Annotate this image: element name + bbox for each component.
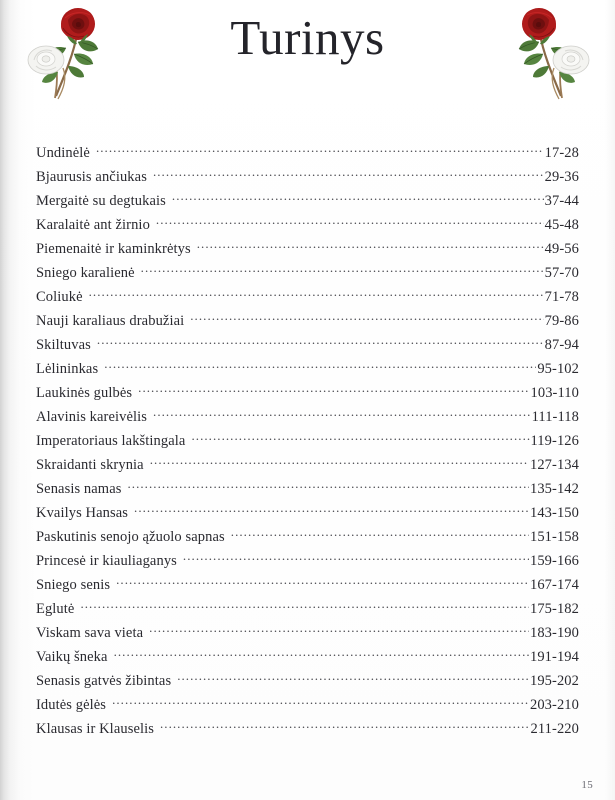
toc-entry[interactable]	[36, 239, 579, 263]
toc-entry[interactable]	[36, 647, 579, 671]
toc-entry-title: Nauji karaliaus drabužiai	[36, 313, 185, 329]
toc-entry[interactable]	[36, 431, 579, 455]
toc-entry-title: Imperatoriaus lakštingala	[36, 433, 186, 449]
toc-entry-title: Sniego senis	[36, 577, 111, 593]
toc-entry-title: Lėlininkas	[36, 361, 99, 377]
toc-entry-title: Alavinis kareivėlis	[36, 409, 148, 425]
toc-entry[interactable]	[36, 623, 579, 647]
toc-leader-dots	[149, 623, 529, 637]
toc-entry-title: Mergaitė su degtukais	[36, 193, 166, 209]
toc-entry-pages: 167-174	[529, 577, 579, 593]
page-header	[0, 0, 615, 122]
toc-entry-title: Karalaitė ant žirnio	[36, 217, 150, 233]
toc-leader-dots	[172, 191, 544, 205]
toc-entry-pages: 159-166	[529, 553, 579, 569]
toc-entry-title: Princesė ir kiauliaganys	[36, 553, 177, 569]
toc-leader-dots	[97, 335, 544, 349]
toc-entry-title: Sniego karalienė	[36, 265, 135, 281]
toc-entry[interactable]	[36, 407, 579, 431]
toc-entry[interactable]	[36, 383, 579, 407]
toc-entry-title: Skraidanti skrynia	[36, 457, 144, 473]
toc-leader-dots	[191, 431, 529, 445]
toc-entry[interactable]	[36, 527, 579, 551]
toc-entry-title: Klausas ir Klauselis	[36, 721, 154, 737]
toc-leader-dots	[80, 599, 529, 613]
toc-entry[interactable]	[36, 311, 579, 335]
toc-entry-pages: 119-126	[530, 433, 579, 449]
toc-entry-pages: 45-48	[544, 217, 579, 233]
toc-entry-title: Coliukė	[36, 289, 83, 305]
toc-entry-pages: 71-78	[544, 289, 579, 305]
toc-entry-pages: 29-36	[544, 169, 579, 185]
toc-leader-dots	[96, 143, 544, 157]
toc-entry-pages: 183-190	[529, 625, 579, 641]
toc-entry-title: Kvailys Hansas	[36, 505, 129, 521]
page-title: Turinys	[230, 10, 385, 65]
toc-entry-pages: 143-150	[529, 505, 579, 521]
toc-entry-pages: 17-28	[544, 145, 579, 161]
toc-entry[interactable]	[36, 215, 579, 239]
toc-leader-dots	[141, 263, 544, 277]
toc-leader-dots	[134, 503, 529, 517]
toc-entry[interactable]	[36, 167, 579, 191]
toc-entry-pages: 49-56	[544, 241, 579, 257]
toc-leader-dots	[183, 551, 529, 565]
toc-entry-title: Undinėlė	[36, 145, 90, 161]
toc-entry[interactable]	[36, 359, 579, 383]
toc-leader-dots	[104, 359, 536, 373]
table-of-contents-list	[36, 143, 579, 743]
toc-entry[interactable]	[36, 695, 579, 719]
toc-leader-dots	[112, 695, 529, 709]
toc-leader-dots	[150, 455, 529, 469]
toc-entry-title: Paskutinis senojo ąžuolo sapnas	[36, 529, 225, 545]
toc-entry[interactable]	[36, 455, 579, 479]
toc-entry-title: Idutės gėlės	[36, 697, 107, 713]
toc-leader-dots	[197, 239, 544, 253]
toc-entry-pages: 127-134	[529, 457, 579, 473]
toc-entry-pages: 203-210	[529, 697, 579, 713]
toc-entry[interactable]	[36, 599, 579, 623]
toc-entry[interactable]	[36, 719, 579, 743]
toc-entry-title: Piemenaitė ir kaminkrėtys	[36, 241, 191, 257]
toc-entry-pages: 151-158	[529, 529, 579, 545]
rose-bouquet-icon-right	[503, 6, 595, 110]
toc-entry-pages: 57-70	[544, 265, 579, 281]
toc-leader-dots	[127, 479, 529, 493]
toc-entry[interactable]	[36, 263, 579, 287]
toc-entry[interactable]	[36, 191, 579, 215]
toc-entry-title: Vaikų šneka	[36, 649, 108, 665]
toc-entry-pages: 103-110	[530, 385, 579, 401]
toc-leader-dots	[116, 575, 529, 589]
toc-entry-pages: 111-118	[531, 409, 579, 425]
toc-entry-title: Eglutė	[36, 601, 75, 617]
toc-leader-dots	[160, 719, 530, 733]
toc-entry-pages: 175-182	[529, 601, 579, 617]
toc-entry[interactable]	[36, 671, 579, 695]
toc-leader-dots	[177, 671, 529, 685]
toc-entry-title: Viskam sava vieta	[36, 625, 144, 641]
toc-entry-pages: 191-194	[529, 649, 579, 665]
toc-entry-pages: 95-102	[537, 361, 579, 377]
toc-entry-pages: 195-202	[529, 673, 579, 689]
toc-entry-title: Skiltuvas	[36, 337, 91, 353]
toc-leader-dots	[231, 527, 529, 541]
toc-entry[interactable]	[36, 479, 579, 503]
toc-entry-title: Laukinės gulbės	[36, 385, 133, 401]
toc-entry[interactable]	[36, 503, 579, 527]
toc-entry-title: Senasis gatvės žibintas	[36, 673, 172, 689]
toc-entry-pages: 211-220	[530, 721, 579, 737]
toc-leader-dots	[114, 647, 529, 661]
toc-entry-pages: 135-142	[529, 481, 579, 497]
toc-leader-dots	[156, 215, 544, 229]
toc-entry[interactable]	[36, 575, 579, 599]
toc-entry[interactable]	[36, 551, 579, 575]
toc-entry[interactable]	[36, 335, 579, 359]
toc-entry-title: Bjaurusis ančiukas	[36, 169, 147, 185]
toc-entry[interactable]	[36, 287, 579, 311]
toc-entry-pages: 87-94	[544, 337, 579, 353]
toc-entry-title: Senasis namas	[36, 481, 122, 497]
toc-entry-pages: 79-86	[544, 313, 579, 329]
toc-leader-dots	[153, 167, 544, 181]
toc-entry[interactable]	[36, 143, 579, 167]
toc-entry-pages: 37-44	[544, 193, 579, 209]
toc-leader-dots	[89, 287, 544, 301]
toc-leader-dots	[138, 383, 529, 397]
toc-leader-dots	[153, 407, 531, 421]
toc-leader-dots	[190, 311, 543, 325]
folio-page-number: 15	[581, 779, 593, 791]
